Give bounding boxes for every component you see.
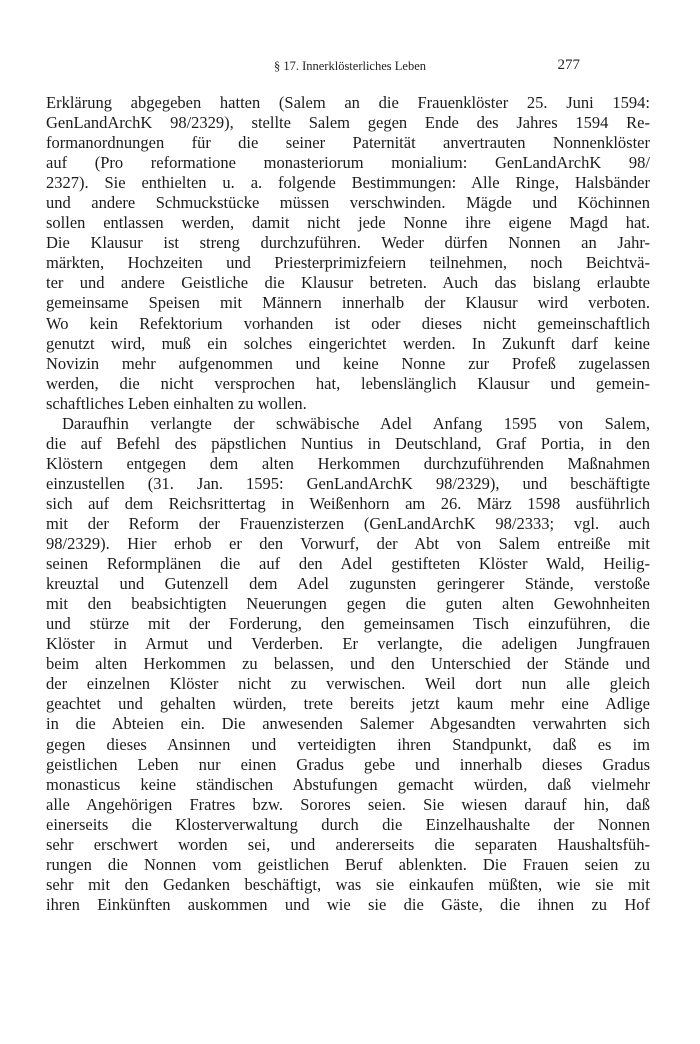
- text-line: gegen dieses Ansinnen und verteidigten ihren Standpunkt, daß es im: [46, 734, 650, 754]
- section-title: § 17. Innerklösterliches Leben: [273, 59, 427, 73]
- text-line: und stürze mit der Forderung, den gemeinsamen Tisch einzuführen, die: [46, 614, 650, 634]
- text-line: alle Angehörigen Fratres bzw. Sorores seien. Sie wiesen darauf hin, daß: [46, 794, 650, 814]
- text-line: märkten, Hochzeiten und Priesterprimizfeiern teilnehmen, noch Beichtvä-: [46, 253, 650, 273]
- text-line: in die Abteien ein. Die anwesenden Salemer Abgesandten verwahrten sich: [46, 714, 650, 734]
- text-line: 2327). Sie enthielten u. a. folgende Bestimmungen: Alle Ringe, Halsbänder: [46, 173, 650, 193]
- page-number: 277: [557, 57, 580, 73]
- text-line: monasticus keine ständischen Abstufungen gemacht würden, daß vielmehr: [46, 774, 650, 794]
- text-line: 98/2329). Hier erhob er den Vorwurf, der Abt von Salem entreiße mit: [46, 534, 650, 554]
- text-line: Erklärung abgegeben hatten (Salem an die Frauenklöster 25. Juni 1594:: [46, 93, 650, 112]
- text-line: beim alten Herkommen zu belassen, und den Unterschied der Stände und: [46, 654, 650, 674]
- text-line: mit den beabsichtigten Neuerungen gegen die guten alten Gewohnheiten: [46, 594, 650, 614]
- text-line: sich auf dem Reichsrittertag in Weißenhorn am 26. März 1598 ausführlich: [46, 493, 650, 513]
- text-line: rungen die Nonnen vom geistlichen Beruf ablenkten. Die Frauen seien zu: [46, 854, 650, 874]
- paragraph: [46, 93, 650, 414]
- text-line: geistlichen Leben nur einen Gradus gebe und innerhalb dieses Gradus: [46, 754, 650, 774]
- text-line: seinen Reformplänen die auf den Adel gestifteten Klöster Wald, Heilig-: [46, 554, 650, 574]
- text-line: auf (Pro reformatione monasteriorum monialium: GenLandArchK 98/: [46, 153, 650, 173]
- paragraph: [46, 414, 650, 915]
- text-line: und andere Schmuckstücke müssen verschwinden. Mägde und Köchinnen: [46, 193, 650, 213]
- text-line: Die Klausur ist streng durchzuführen. Weder dürfen Nonnen an Jahr-: [46, 233, 650, 253]
- text-line: werden, die nicht versprochen hat, lebenslänglich Klausur und gemein-: [46, 373, 650, 393]
- text-line: geachtet und gehalten würden, trete bereits jetzt kaum mehr eine Adlige: [46, 694, 650, 714]
- text-line: Klöstern entgegen dem alten Herkommen durchzuführenden Maßnahmen: [46, 453, 650, 473]
- text-line: einerseits die Klosterverwaltung durch die Einzelhaushalte der Nonnen: [46, 814, 650, 834]
- text-line: sehr mit den Gedanken beschäftigt, was sie einkaufen müßten, wie sie mit: [46, 874, 650, 894]
- text-line: ter und andere Geistliche die Klausur betreten. Auch das bislang erlaubte: [46, 273, 650, 293]
- text-line: kreuztal und Gutenzell dem Adel zugunsten geringerer Stände, verstoße: [46, 574, 650, 594]
- text-line: der einzelnen Klöster nicht zu verwischen. Weil dort nun alle gleich: [46, 674, 650, 694]
- text-line: ihren Einkünften auskommen und wie sie die Gäste, die ihnen zu Hof: [46, 894, 650, 914]
- running-head: [0, 57, 700, 81]
- text-line: GenLandArchK 98/2329), stellte Salem gegen Ende des Jahres 1594 Re-: [46, 113, 650, 133]
- text-line: schaftliches Leben einhalten zu wollen.: [46, 393, 307, 413]
- text-line: sehr erschwert worden sei, und andererseits die separaten Haushaltsfüh-: [46, 834, 650, 854]
- text-line: die auf Befehl des päpstlichen Nuntius in Deutschland, Graf Portia, in den: [46, 433, 650, 453]
- text-line: sollen entlassen werden, damit nicht jede Nonne ihre eigene Magd hat.: [46, 213, 650, 233]
- text-line: Wo kein Refektorium vorhanden ist oder dieses nicht gemeinschaftlich: [46, 313, 650, 333]
- body-text: [46, 93, 650, 915]
- text-line: Novizin mehr aufgenommen und keine Nonne zur Profeß zugelassen: [46, 353, 650, 373]
- text-line: Klöster in Armut und Verderben. Er verlangte, die adeligen Jungfrauen: [46, 634, 650, 654]
- text-line: gemeinsame Speisen mit Männern innerhalb der Klausur wird verboten.: [46, 293, 650, 313]
- text-line: Daraufhin verlangte der schwäbische Adel Anfang 1595 von Salem,: [62, 413, 650, 433]
- text-line: formanordnungen für die seiner Paternität anvertrauten Nonnenklöster: [46, 133, 650, 153]
- text-line: genutzt wird, muß ein solches eingerichtet werden. In Zukunft darf keine: [46, 333, 650, 353]
- text-line: mit der Reform der Frauenzisterzen (GenLandArchK 98/2333; vgl. auch: [46, 513, 650, 533]
- text-line: einzustellen (31. Jan. 1595: GenLandArchK 98/2329), und beschäftigte: [46, 473, 650, 493]
